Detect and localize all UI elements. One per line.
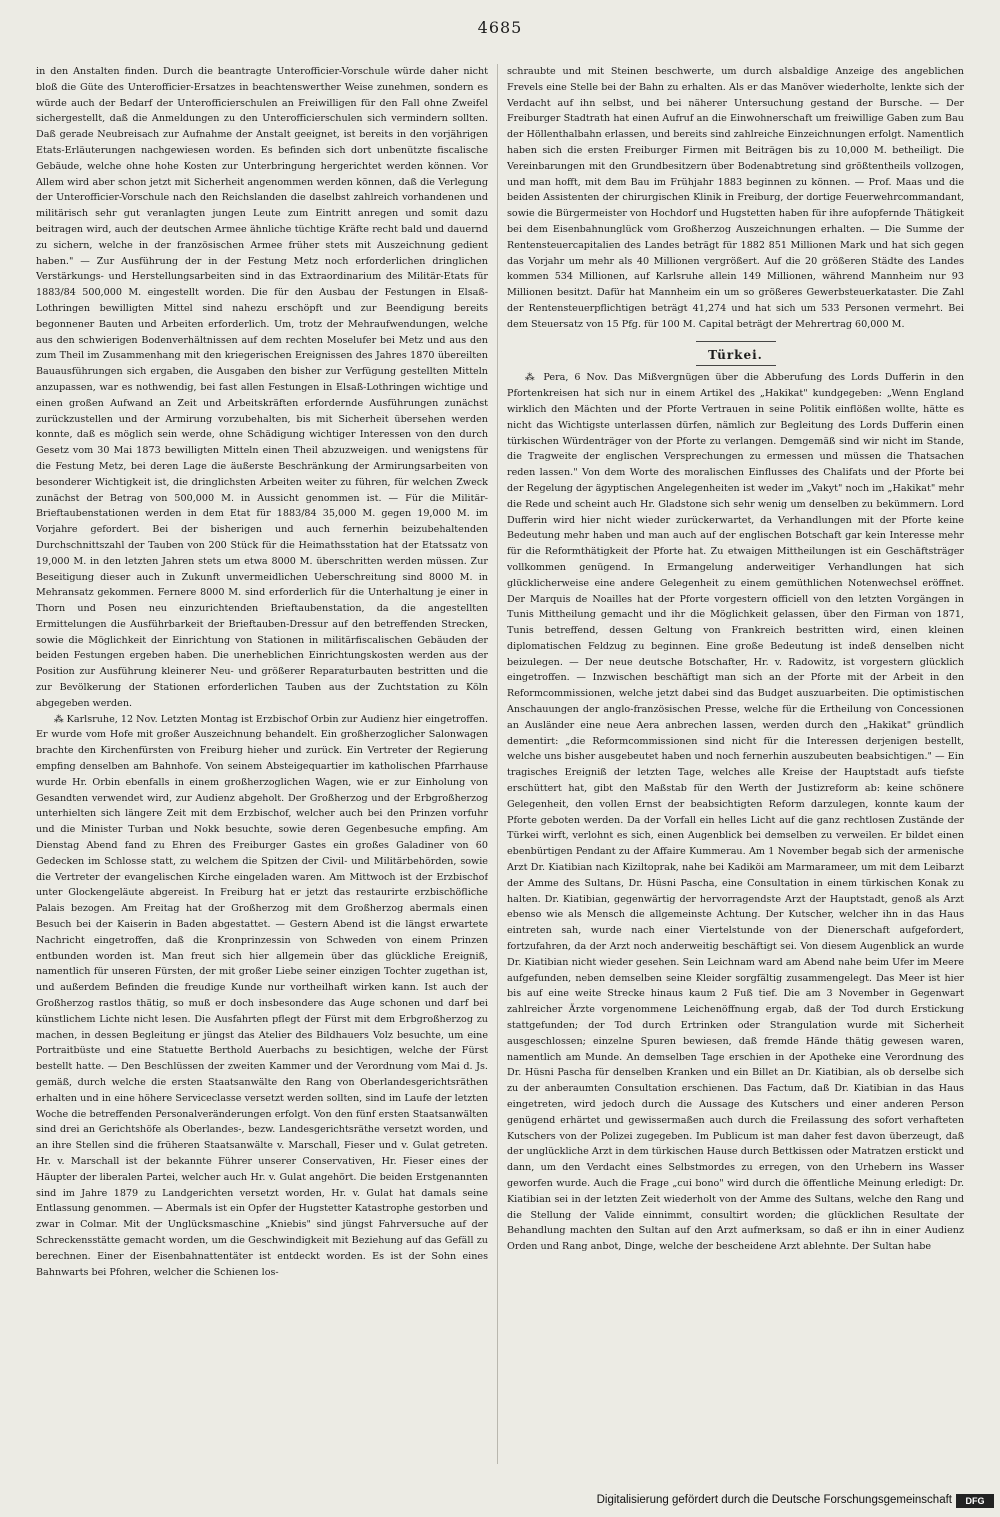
footer — [0, 1492, 1000, 1512]
right-column — [507, 64, 964, 1464]
right-paragraph-pera: ⁂ Pera, 6 Nov. Das Mißvergnügen über die Abberufung des Lords Dufferin in den Pfortenkreisen hat sich nur in einem Artikel des „Hakikat" kundgegeben: „Wenn England wirklich den Mächten und der Pforte Vertrauen in seine Politik einflößen wollte, hätte es nicht das Wichtigste unterlassen dürfen, nämlich zur Begleitung des Lords Dufferin einen türkischen Würdenträger von der Pforte zu verlangen. Demgemäß sind wir nicht im Stande, die Tragweite der englischen Versprechungen zu ermessen und müssen die Thatsachen reden lassen." Von dem Worte des moralischen Einflusses des Chalifats und der Pforte bei der Regelung der ägyptischen Angelegenheiten ist weder im „Vakyt" noch im „Hakikat" mehr die Rede und scheint auch Hr. Gladstone sich sehr wenig um denselben zu bekümmern. Lord Dufferin wird hier nicht wieder zurückerwartet, da Verhandlungen mit der Pforte keine Bedeutung mehr haben und man auch auf der englischen Botschaft gar kein Interesse mehr für die Reformthätigkeit der Pforte hat. Zu etwaigen Mittheilungen ist ein Geschäftsträger vollkommen genügend. In Ermangelung anderweitiger Verhandlungen hat sich glücklicherweise eine andere Gelegenheit zu einem gemüthlichen Notenwechsel eröffnet. Der Marquis de Noailles hat der Pforte vorgestern officiell von den letzten Vorgängen in Tunis Mittheilung gemacht und ihr die Möglichkeit gelassen, über den Firman von 1871, Tunis betreffend, dessen Geltung von Frankreich bestritten wird, einen kleinen diplomatischen Feldzug zu beginnen. Eine große Bedeutung ist indeß denselben nicht beizulegen. — Der neue deutsche Botschafter, Hr. v. Radowitz, ist vorgestern glücklich eingetroffen. — Inzwischen beschäftigt man sich an der Pforte mit der Arbeit in den Reformcommissionen, welche jetzt dabei sind das Budget auszuarbeiten. Die optimistischen Anschauungen der anglo-französischen Presse, welche für die Ertheilung von Concessionen an Ausländer eine neue Aera anbrechen lassen, werden durch den „Hakikat" gründlich dementirt: „die Reformcommissionen sind nicht für die Interessen derjenigen bestellt, welche uns bisher ausgebeutet haben und noch fernerhin auszubeuten beabsichtigen." — Ein tragisches Ereigniß der letzten Tage, welches alle Kreise der Hauptstadt aufs tiefste erschüttert hat, gibt den Maßstab für den Werth der Justizreform ab: keine schönere Gelegenheit, den vollen Ernst der beabsichtigten Reform darzulegen, konnte kaum der Pforte geboten werden. Da der Vorfall ein helles Licht auf die ganz rechtlosen Zustände der Türkei wirft, verlohnt es sich, einen Augenblick bei demselben zu verweilen. Er bildet einen ebenbürtigen Pendant zu der Affaire Kummerau. Am 1 November begab sich der armenische Arzt Dr. Kiatibian nach Kiziltoprak, nahe bei Kadiköi am Marmarameer, um mit dem Leibarzt der Amme des Sultans, Dr. Hüsni Pascha, eine Consultation in einem türkischen Konak zu halten. Dr. Kiatibian, gegenwärtig der hervorragendste Arzt der Hauptstadt, genoß als Arzt ebenso wie als Mensch die allgemeinste Achtung. Der Kutscher, welcher ihn in das Haus eintreten sah, wurde nach einer Viertelstunde von der Dienerschaft aufgefordert, fortzufahren, da der Arzt noch anderweitig beschäftigt sei. Von diesem Augenblick an wurde Dr. Kiatibian nicht wieder gesehen. Sein Leichnam ward am Abend nahe beim Ufer im Meere aufgefunden, neben demselben seine Kleider sorgfältig zusammengelegt. Das Meer ist hier bis auf eine weite Strecke hinaus kaum 2 Fuß tief. Die am 3 November in Gegenwart zahlreicher Ärzte vorgenommene Leichenöffnung ergab, daß der Tod durch Erstickung stattgefunden; der Tod durch Ertrinken oder Strangulation wurde mit Sicherheit ausgeschlossen; einzelne Spuren bewiesen, daß fremde Hände thätig gewesen waren, namentlich am Munde. An demselben Tage erschien in der Apotheke eine Verordnung des Dr. Hüsni Pascha für denselben Kranken und ein Billet an Dr. Kiatibian, als ob derselbe sich zu der anberaumten Consultation erschienen. Das Factum, daß Dr. Kiatibian in das Haus eingetreten, wird jedoch durch die Aussage des Kutschers und einer anderen Person genügend erhärtet und gewissermaßen auch durch die Freilassung des sofort verhafteten Kutschers von der Polizei zugegeben. Im Publicum ist man daher fest davon überzeugt, daß der unglückliche Arzt in dem türkischen Hause durch Bettkissen oder Matratzen erstickt und dann, um den Verdacht eines Selbstmordes zu erregen, von den Urhebern ins Wasser geworfen wurde. Auch die Frage „cui bono" wird durch die öffentliche Meinung erledigt: Dr. Kiatibian sei in der letzten Zeit wiederholt von der Amme des Sultans, welche den Rang und die Stellung der Valide einnimmt, consultirt worden; die glücklichen Resultate der Behandlung machten den Sultan auf den Arzt aufmerksam, so daß er ihn in einer Audienz Orden und Rang anbot, Dinge, welche der bescheidene Arzt ablehnte. Der Sultan habe — [507, 372, 964, 1253]
page-number: 4685 — [477, 18, 523, 37]
section-heading-tuerkei: Türkei. — [708, 347, 763, 362]
right-paragraph-continuation: schraubte und mit Steinen beschwerte, um durch alsbaldige Anzeige des angeblichen Frevels eine Stelle bei der Bahn zu erhalten. Als er das Manöver wiederholte, lenkte sich der Verdacht auf ihn selbst, und bei näherer Untersuchung gestand der Bursche. — Der Freiburger Stadtrath hat einen Aufruf an die Einwohnerschaft um freiwillige Gaben zum Bau der Höllenthalbahn erlassen, und bereits sind zahlreiche Einzeichnungen erfolgt. Namentlich haben sich die ersten Freiburger Firmen mit Beiträgen bis zu 10,000 M. betheiligt. Die Vereinbarungen mit den Grundbesitzern über Bodenabtretung sind größtentheils vollzogen, und man hofft, mit dem Bau im Frühjahr 1883 beginnen zu können. — Prof. Maas und die beiden Assistenten der chirurgischen Klinik in Freiburg, der dortige Feuerwehrcommandant, sowie die Bürgermeister von Hochdorf und Hugstetten haben für ihre aufopfernde Thätigkeit bei dem Eisenbahnunglück vom Großherzog Auszeichnungen erhalten. — Die Summe der Rentensteuercapitalien des Landes beträgt für 1882 851 Millionen Mark und hat sich gegen das Vorjahr um mehr als 40 Millionen vergrößert. Auf die 20 größeren Städte des Landes kommen 534 Millionen, auf Karlsruhe allein 149 Millionen, während Mannheim nur 93 Millionen besitzt. Dafür hat Mannheim ein um so größeres Gewerbsteuerkataster. Die Zahl der Rentensteuerpflichtigen beträgt 41,274 und hat sich um 533 Personen vermehrt. Bei dem Steuersatz von 15 Pfg. für 100 M. Capital beträgt der Mehrertrag 60,000 M. — [507, 66, 964, 330]
dfg-logo: DFG — [956, 1494, 994, 1508]
footer-credit: Digitalisierung gefördert durch die Deutsche Forschungsgemeinschaft — [596, 1494, 952, 1506]
section-rule-top — [696, 341, 776, 342]
column-divider — [497, 64, 498, 1464]
left-paragraph-1: in den Anstalten finden. Durch die beantragte Unterofficier-Vorschule würde daher nicht bloß die Güte des Unterofficier-Ersatzes in beachtenswerther Weise zunehmen, sondern es würde auch der Bedarf der Unterofficierschulen an Freiwilligen für den Fall ohne Zweifel sichergestellt, daß die Anmeldungen zu den Unterofficierschulen sich vermindern sollten. Daß gerade Neubreisach zur Aufnahme der Anstalt geeignet, ist bereits in den vorjährigen Etats-Erläuterungen nachgewiesen worden. Es befinden sich dort unbenützte fiscalische Gebäude, welche ohne hohe Kosten zur Unterbringung hergerichtet werden können. Vor Allem wird aber schon jetzt mit Sicherheit angenommen werden können, daß die Verlegung der Unterofficier-Vorschule nach den Reichslanden die daselbst zahlreich vorhandenen und militärisch sehr gut veranlagten jungen Leute zum Eintritt anregen und somit dazu beitragen wird, auch der deutschen Armee ähnliche tüchtige Kräfte recht bald und dauernd zu sichern, welche in der französischen Armee früher stets mit Auszeichnung gedient haben." — Zur Ausführung der in der Festung Metz noch erforderlichen dringlichen Verstärkungs- und Herstellungsarbeiten sind in das Extraordinarium des Militär-Etats für 1883/84 500,000 M. eingestellt worden. Die für den Ausbau der Festungen in Elsaß-Lothringen bewilligten Mittel sind nahezu erschöpft und zur Beendigung bereits begonnener Bauten und Arbeiten erforderlich. Um, trotz der Mehraufwendungen, welche aus den schwierigen Bodenverhältnissen auf dem rechten Moselufer bei Metz und aus den zum Theil im Zusammenhang mit den kriegerischen Ereignissen des Jahres 1870 übereilten Bauausführungen sich ergaben, die Ausgaben den bisher zur Verfügung gestellten Mitteln anzupassen, war es nothwendig, bei fast allen Festungen in Elsaß-Lothringen wichtige und einen großen Aufwand an Zeit und Arbeitskräften erfordernde Ausführungen zunächst zurückzustellen und der Armirung vorzubehalten, bis mit Sicherheit übersehen werden konnte, daß es möglich sein werde, ohne Schädigung wichtiger Interessen von den durch Gesetz vom 30 Mai 1873 bewilligten Mitteln einen Theil abzuzweigen. und wenigstens für die Festung Metz, bei deren Lage die äußerste Beschränkung der Armirungsarbeiten von besonderer Wichtigkeit ist, die dringlichsten Arbeiten weiter zu führen, für welchen Zweck zunächst der Betrag von 500,000 M. in Aussicht genommen ist. — Für die Militär-Brieftaubenstationen werden in dem Etat für 1883/84 35,000 M. gegen 19,000 M. im Vorjahre gefordert. Bei der bisherigen und auch fernerhin beizubehaltenden Durchschnittszahl der Tauben von 200 Stück für die Heimathsstation hat der Etatssatz von 19,000 M. in den letzten Jahren stets um etwa 8000 M. überschritten werden müssen. Zur Beseitigung dieser auch in Zukunft unvermeidlichen Ueberschreitung sind 8000 M. in Mehransatz gekommen. Fernere 8000 M. sind erforderlich für die Unterhaltung je einer in Thorn und Posen neu einzurichtenden Brieftaubenstation, da die angestellten Ermittelungen die Ausführbarkeit der Brieftauben-Dressur auf den betreffenden Strecken, sowie die Möglichkeit der Einrichtung von Stationen in militärfiscalischen Gebäuden der beiden Festungen ergeben haben. Die unerheblichen Einrichtungskosten werden aus der Position zur Ausführung kleinerer Neu- und größerer Reparaturbauten bestritten und die zur Bevölkerung der Stationen erforderlichen Tauben aus der Zuchtstation zu Köln abgegeben werden. — [36, 66, 488, 709]
left-column — [36, 64, 488, 1464]
section-rule-bottom — [696, 365, 776, 366]
left-paragraph-karlsruhe: ⁂ Karlsruhe, 12 Nov. Letzten Montag ist Erzbischof Orbin zur Audienz hier eingetroffen. Er wurde vom Hofe mit großer Auszeichnung behandelt. Ein großherzoglicher Salonwagen brachte den Kirchenfürsten von Freiburg hieher und zurück. Ein Vertreter der Regierung empfing denselben am Bahnhofe. Von seinem Absteigequartier im katholischen Pfarrhause wurde Hr. Orbin ebenfalls in einem großherzoglichen Wagen, wie er zur Einholung von Gesandten verwendet wird, zur Audienz abgeholt. Der Großherzog und der Erbgroßherzog unterhielten sich längere Zeit mit dem Erzbischof, welcher auch bei den Prinzen vorfuhr und die Minister Turban und Nokk besuchte, sowie deren Gegenbesuche empfing. Am Dienstag Abend fand zu Ehren des Freiburger Gastes ein großes Galadiner von 60 Gedecken im Schlosse statt, zu welchem die Spitzen der Civil- und Militärbehörden, sowie die Vertreter der evangelischen Kirche eingeladen waren. Am Mittwoch ist der Erzbischof unter Glockengeläute abgereist. In Freiburg hat er jetzt das restaurirte erzbischöfliche Palais bezogen. Am Freitag hat der Großherzog mit dem Großherzog abermals einen Besuch bei der Kaiserin in Baden abgestattet. — Gestern Abend ist die längst erwartete Nachricht eingetroffen, daß die Kronprinzessin von Schweden von einem Prinzen entbunden worden ist. Man freut sich hier allgemein über das glückliche Ereigniß, namentlich für unseren Fürsten, der mit großer Liebe seiner einzigen Tochter zugethan ist, und außerdem Befinden die freudige Kunde nur vortheilhaft wirken kann. Ist auch der Großherzog rastlos thätig, so muß er doch insbesondere das Auge schonen und darf bei künstlichem Lichte nicht lesen. Die Ausfahrten pflegt der Fürst mit dem Erbgroßherzog zu machen, in dessen Begleitung er jüngst das Atelier des Bildhauers Volz besuchte, um eine Portraitbüste und eine Statuette Berthold Auerbachs zu besichtigen, welche der Fürst bestellt hatte. — Den Beschlüssen der zweiten Kammer und der Verordnung vom Mai d. Js. gemäß, durch welche die ersten Staatsanwälte den Rang von Oberlandesgerichtsräthen erhalten und in eine höhere Serviceclasse versetzt werden sollten, sind im Laufe der letzten Woche die betreffenden Personalveränderungen erfolgt. Von den fünf ersten Staatsanwälten sind drei an Gerichtshöfe als Oberlandes-, bezw. Landesgerichtsräthe versetzt worden, und an ihre Stellen sind die früheren Staatsanwälte v. Marschall, Fieser und v. Gulat getreten. Hr. v. Marschall ist der bekannte Führer unserer Conservativen, Hr. Fieser eines der Häupter der liberalen Partei, welcher auch Hr. v. Gulat angehört. Die beiden Erstgenannten sind im Jahre 1879 zu Landgerichten versetzt worden, Hr. v. Gulat hat damals seine Entlassung genommen. — Abermals ist ein Opfer der Hugstetter Katastrophe gestorben und zwar in Colmar. Mit der Unglücksmaschine „Kniebis" sind jüngst Fahrversuche auf der Schreckensstätte gemacht worden, um die Geschwindigkeit mit Beziehung auf das Gefäll zu berechnen. Einer der Eisenbahnattentäter ist entdeckt worden. Es ist der Sohn eines Bahnwarts bei Pfohren, welcher die Schienen los- — [36, 713, 488, 1278]
